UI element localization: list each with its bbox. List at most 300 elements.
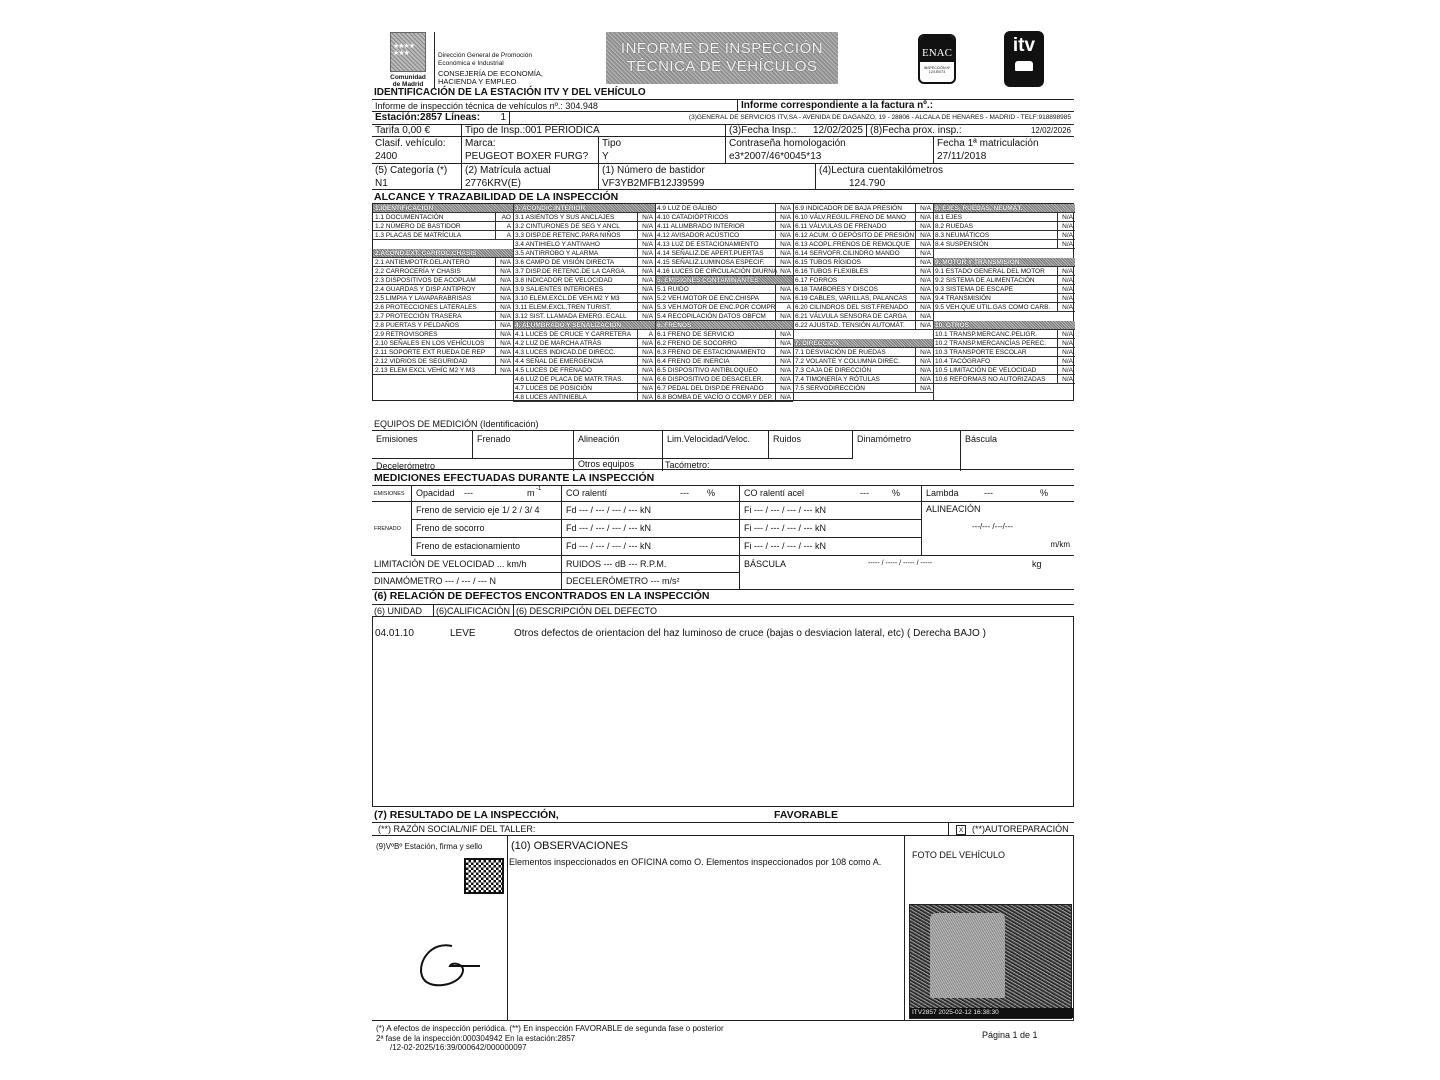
- scope-item-value: N/A: [920, 214, 931, 221]
- scope-item-label: 6.7 PEDAL DEL DISP.DE FRENADO: [657, 385, 764, 392]
- scope-item-value: N/A: [500, 313, 511, 320]
- scope-item: [373, 240, 513, 249]
- scope-item: [373, 339, 513, 348]
- scope-item: [513, 312, 655, 321]
- equip-otros: Otros equipos: [574, 458, 663, 471]
- scope-item-label: 7.3 CAJA DE DIRECCIÓN: [795, 367, 872, 374]
- scope-item: [655, 384, 793, 393]
- scope-value-divider: [775, 213, 776, 222]
- scope-item-value: N/A: [642, 367, 653, 374]
- scope-column-divider: [655, 204, 656, 400]
- scope-value-divider: [637, 258, 638, 267]
- clasif-cell: [372, 137, 462, 163]
- scope-item: [933, 231, 1075, 240]
- scope-item-label: 6.1 FRENO DE SERVICIO: [657, 331, 735, 338]
- scope-item-label: 4.14 SEÑALIZ.DE APERT.PUERTAS: [657, 250, 764, 257]
- scope-section-header: [933, 204, 1075, 213]
- scope-item-value: N/A: [780, 394, 791, 401]
- matricula-value: 2776KRV(E): [465, 178, 521, 189]
- scope-item-label: 6.12 ACUM. O DEPÓSITO DE PRESIÓN: [795, 232, 915, 239]
- scope-value-divider: [637, 348, 638, 357]
- scope-item: [793, 276, 933, 285]
- scope-item: [793, 384, 933, 393]
- scope-item-label: 4.12 AVISADOR ACÚSTICO: [657, 232, 740, 239]
- scope-item-value: N/A: [920, 367, 931, 374]
- scope-item-value: N/A: [780, 223, 791, 230]
- co-ralenti-acel-unit: %: [892, 488, 901, 498]
- scope-item-value: N/A: [500, 358, 511, 365]
- scope-item-value: N/A: [642, 214, 653, 221]
- equip-decelerometro: Decelerómetro: [372, 458, 574, 471]
- scope-item: [793, 294, 933, 303]
- enac-sub: INSPECCIÓN Nº 12/I-EI073: [923, 66, 951, 74]
- opacidad-unit: m: [527, 488, 535, 498]
- scope-item: [933, 303, 1075, 312]
- scope-item-value: N/A: [920, 376, 931, 383]
- scope-item-value: N/A: [920, 241, 931, 248]
- scope-item-label: 5.3 VEH.MOTOR DE ENC.POR COMPR: [657, 304, 776, 311]
- fecha-insp: 12/02/2025: [812, 125, 863, 136]
- footer-fase: 2ª fase de la inspección:000304942 En la estación:2857: [376, 1034, 576, 1043]
- scope-item: [793, 312, 933, 321]
- scope-item: [513, 258, 655, 267]
- bastidor-cell: [599, 164, 816, 189]
- scope-item: [933, 330, 1075, 339]
- scope-item-label: 6.20 CILINDROS DEL SIST.FRENADO: [795, 304, 909, 311]
- lambda-value: ---: [984, 488, 993, 498]
- defect-descripcion: Otros defectos de orientacion del haz luminoso de cruce (bajas o desviacion lateral, etc) ( Derecha BAJO ): [514, 628, 986, 639]
- scope-item-label: 6.4 FRENO DE INERCIA: [657, 358, 730, 365]
- scope-item-label: 2.13 ELEM EXCL VEHÍC M2 Y M3: [375, 367, 475, 374]
- scope-item-label: 4.9 LUZ DE GÁLIBO: [657, 205, 717, 212]
- defects-header: [372, 604, 1074, 616]
- scope-item-label: 6.18 TAMBORES Y DISCOS: [795, 286, 878, 293]
- tarifa: Tarifa 0,00 €: [372, 125, 462, 136]
- station-row: [372, 112, 1074, 125]
- enac-label: ENAC: [920, 36, 954, 62]
- scope-item-value: A: [506, 232, 511, 239]
- tarifa-row: [372, 125, 1074, 137]
- scope-item-label: 4.13 LUZ DE ESTACIONAMIENTO: [657, 241, 759, 248]
- scope-item: [655, 330, 793, 339]
- scope-item: [793, 258, 933, 267]
- scope-item: [373, 330, 513, 339]
- scope-item-label: 3.6 CAMPO DE VISIÓN DIRECTA: [515, 259, 615, 266]
- scope-item: [655, 312, 793, 321]
- scope-item-value: N/A: [920, 268, 931, 275]
- equipment-grid: [372, 430, 1074, 470]
- marca-cell: [462, 137, 599, 163]
- km-label: (4)Lectura cuentakilómetros: [819, 165, 943, 176]
- scope-value-divider: [637, 276, 638, 285]
- scope-item-label: 3.2 CINTURONES DE SEG Y ANCL: [515, 223, 620, 230]
- homolog-label: Contraseña homologación: [729, 138, 846, 149]
- bascula-cell: [740, 556, 1074, 573]
- scope-value-divider: [637, 249, 638, 258]
- scope-value-divider: [495, 339, 496, 348]
- bascula-label: BÁSCULA: [744, 559, 787, 569]
- scope-item-label: 5. EMISIONES CONTAMINANTES: [657, 277, 759, 284]
- scope-item-label: 4.8 LUCES ANTINIEBLA: [515, 394, 587, 401]
- scope-item: [513, 375, 655, 384]
- scope-item: [655, 249, 793, 258]
- scope-item: [793, 357, 933, 366]
- scope-item-label: 3.5 ANTIRROBO Y ALARMA: [515, 250, 599, 257]
- scope-item-label: 9.4 TRANSMISIÓN: [935, 295, 991, 302]
- scope-item-label: 6.14 SERVOFR.CILINDRO MANDO: [795, 250, 900, 257]
- km-cell: [816, 164, 1074, 189]
- scope-value-divider: [637, 357, 638, 366]
- co-ralenti-acel-cell: [740, 486, 922, 502]
- registration-row: [372, 164, 1074, 190]
- equipment-title: EQUIPOS DE MEDICIÓN (Identificación): [374, 419, 539, 429]
- scope-section-header: [655, 276, 793, 285]
- page-number: Página 1 de 1: [982, 1030, 1038, 1040]
- scope-item-value: N/A: [1062, 232, 1073, 239]
- scope-item: [655, 204, 793, 213]
- scope-item-value: N/A: [642, 394, 653, 401]
- scope-value-divider: [775, 249, 776, 258]
- agency-block: [438, 52, 543, 86]
- scope-item-value: N/A: [780, 250, 791, 257]
- scope-value-divider: [495, 357, 496, 366]
- scope-item-value: N/A: [780, 331, 791, 338]
- scope-item-value: N/A: [500, 286, 511, 293]
- scope-value-divider: [915, 231, 916, 240]
- scope-item-label: 4.10 CATADIÓPTRICOS: [657, 214, 729, 221]
- tipo-label: Tipo: [602, 138, 622, 149]
- scope-value-divider: [775, 375, 776, 384]
- autoreparacion-label: (**)AUTOREPARACIÓN: [972, 824, 1069, 834]
- scope-item-label: 4.7 LUCES DE POSICIÓN: [515, 385, 592, 392]
- bascula-unit: kg: [1032, 559, 1042, 569]
- scope-section-header: [373, 249, 513, 258]
- scope-item: [933, 294, 1075, 303]
- signature-icon: [412, 936, 492, 996]
- agency-line4: HACIENDA Y EMPLEO: [438, 77, 517, 86]
- scope-item-label: 3.1 ASIENTOS Y SUS ANCLAJES: [515, 214, 615, 221]
- emissions-row: [372, 486, 1074, 502]
- marca-label: Marca:: [465, 138, 496, 149]
- fecha-prox-label: (8)Fecha prox. insp.:: [870, 125, 962, 136]
- scope-value-divider: [637, 366, 638, 375]
- scope-item: [933, 375, 1075, 384]
- observaciones-text: Elementos inspeccionados en OFICINA como O. Elementos inspeccionados por 108 como A.: [509, 857, 882, 867]
- scope-value-divider: [1057, 330, 1058, 339]
- col-descripcion: (6) DESCRIPCIÓN DEL DEFECTO: [516, 606, 658, 616]
- title-line1: INFORME DE INSPECCIÓN: [620, 40, 824, 57]
- measure-bottom-line: [740, 589, 1074, 590]
- scope-item-label: 10.1 TRANSP.MERCANC.PELIGR.: [935, 331, 1037, 338]
- report-title: [606, 32, 838, 84]
- scope-item: [793, 213, 933, 222]
- categoria-label: (5) Categoría (*): [375, 165, 448, 176]
- defects-list: [372, 616, 1074, 807]
- scope-item-label: 6. FRENOS: [657, 322, 692, 329]
- scope-item-label: 6.5 DISPOSITIVO ANTIBLOQUEO: [657, 367, 758, 374]
- lambda-cell: [922, 486, 1074, 502]
- scope-value-divider: [637, 222, 638, 231]
- scope-item: [513, 366, 655, 375]
- scope-title: ALCANCE Y TRAZABILIDAD DE LA INSPECCIÓN: [374, 191, 619, 203]
- region-line2: de Madrid: [392, 81, 424, 88]
- scope-item: [933, 276, 1075, 285]
- scope-value-divider: [1057, 375, 1058, 384]
- scope-item: [373, 321, 513, 330]
- scope-item-value: A: [648, 331, 653, 338]
- scope-value-divider: [775, 348, 776, 357]
- vehicle-photo: [909, 904, 1072, 1019]
- scope-item: [793, 267, 933, 276]
- categoria-value: N1: [375, 178, 388, 189]
- report-number: Informe de inspección técnica de vehículos nº.: 304.948: [372, 100, 738, 111]
- scope-value-divider: [915, 213, 916, 222]
- fecha-matric-cell: [934, 137, 1074, 163]
- scope-item-label: 2.8 PUERTAS Y PELDAÑOS: [375, 322, 460, 329]
- fd-servicio: Fd --- / --- / --- / --- kN: [562, 502, 740, 520]
- scope-item-value: N/A: [500, 349, 511, 356]
- scope-item-label: 6.11 VÁLVULAS DE FRENADO: [795, 223, 887, 230]
- scope-item: [933, 267, 1075, 276]
- scope-item-label: 5.1 RUIDO: [657, 286, 689, 293]
- scope-item-value: A: [786, 304, 791, 311]
- scope-item-value: N/A: [500, 322, 511, 329]
- scope-item-label: 3.3 DISP.DE RETENC.PARA NIÑOS: [515, 232, 621, 239]
- scope-item-value: N/A: [642, 304, 653, 311]
- footer-note: (*) A efectos de inspección periódica. (**) En inspección FAVORABLE de segunda fase o posterior: [376, 1024, 724, 1033]
- scope-item: [373, 303, 513, 312]
- scope-value-divider: [915, 222, 916, 231]
- scope-item-label: 4.4 SEÑAL DE EMERGENCIA: [515, 358, 604, 365]
- scope-value-divider: [495, 294, 496, 303]
- scope-item-value: N/A: [1062, 358, 1073, 365]
- scope-item: [655, 375, 793, 384]
- autoreparacion-checkbox[interactable]: X: [956, 825, 966, 835]
- scope-value-divider: [915, 204, 916, 213]
- scope-value-divider: [495, 321, 496, 330]
- scope-value-divider: [637, 240, 638, 249]
- station-label: Estación:2857 Líneas:: [375, 112, 481, 123]
- scope-column-divider: [793, 204, 794, 400]
- matricula-cell: [462, 164, 599, 189]
- scope-item-label: 4.11 ALUMBRADO INTERIOR: [657, 223, 745, 230]
- scope-item-label: 10.4 TACÓGRAFO: [935, 358, 991, 365]
- scope-value-divider: [637, 213, 638, 222]
- scope-item-value: N/A: [920, 205, 931, 212]
- scope-item-value: N/A: [642, 241, 653, 248]
- scope-item-label: 6.3 FRENO DE ESTACIONAMIENTO: [657, 349, 766, 356]
- scope-value-divider: [637, 393, 638, 402]
- opacidad-value: ---: [464, 488, 473, 498]
- scope-value-divider: [775, 294, 776, 303]
- observaciones-label: (10) OBSERVACIONES: [511, 840, 628, 852]
- scope-item-label: 6.10 VÁLV.REGUL.FRENO DE MANO: [795, 214, 906, 221]
- fd-socorro: Fd --- / --- / --- / --- kN: [562, 520, 740, 538]
- opacidad-label: Opacidad: [416, 488, 455, 498]
- scope-item-label: 9.2 SISTEMA DE ALIMENTACIÓN: [935, 277, 1035, 284]
- scope-value-divider: [495, 303, 496, 312]
- qr-code: [464, 858, 504, 894]
- scope-item: [513, 240, 655, 249]
- scope-value-divider: [637, 294, 638, 303]
- equip-alineacion: Alineación: [574, 431, 663, 458]
- scope-item-value: N/A: [780, 214, 791, 221]
- equip-bascula: Báscula: [965, 434, 998, 444]
- scope-value-divider: [775, 303, 776, 312]
- scope-value-divider: [915, 375, 916, 384]
- scope-item-label: 6.22 AJUSTAD. TENSIÓN AUTOMÁT.: [795, 322, 905, 329]
- scope-item: [373, 366, 513, 375]
- invoice-label: Informe correspondiente a la factura nº.:: [741, 100, 934, 111]
- scope-item-label: 4.16 LUCES DE CIRCULACIÓN DIURNA: [657, 268, 778, 275]
- scope-item-value: N/A: [920, 322, 931, 329]
- scope-item-value: N/A: [920, 385, 931, 392]
- scope-item-value: N/A: [1062, 277, 1073, 284]
- equip-ruidos: Ruidos: [769, 431, 853, 458]
- scope-item-value: N/A: [780, 340, 791, 347]
- col-calificacion: (6)CALIFICACIÓN: [434, 605, 514, 617]
- scope-item-value: N/A: [500, 340, 511, 347]
- scope-item-value: N/A: [780, 376, 791, 383]
- scope-item-value: N/A: [780, 367, 791, 374]
- scope-item-value: N/A: [920, 250, 931, 257]
- scope-item-value: N/A: [780, 358, 791, 365]
- scope-item: [513, 393, 655, 402]
- scope-item-value: N/A: [780, 313, 791, 320]
- scope-value-divider: [637, 339, 638, 348]
- scope-value-divider: [495, 330, 496, 339]
- report-number-row: [372, 99, 1074, 112]
- scope-item: [373, 276, 513, 285]
- scope-item-value: N/A: [642, 349, 653, 356]
- scope-item-label: 2.12 VIDRIOS DE SEGURIDAD: [375, 358, 468, 365]
- categoria-cell: [372, 164, 462, 189]
- scope-section-header: [373, 204, 513, 213]
- scope-item-value: N/A: [780, 349, 791, 356]
- scope-item-value: A: [506, 223, 511, 230]
- bascula-value: ----- / ----- / ----- / -----: [868, 560, 933, 567]
- scope-item-label: 3.4 ANTIHIELO Y ANTIVAHO: [515, 241, 600, 248]
- scope-column-divider: [513, 204, 514, 400]
- homolog-cell: [726, 137, 934, 163]
- scope-item-value: N/A: [642, 340, 653, 347]
- scope-item-label: 7.4 TIMONERÍA Y RÓTULAS: [795, 376, 880, 383]
- tipo-cell: [599, 137, 726, 163]
- scope-item-label: 3.8 INDICADOR DE VELOCIDAD: [515, 277, 613, 284]
- scope-item-label: 2.6 PROTECCIONES LATERALES: [375, 304, 477, 311]
- scope-item-label: 8.1 EJES: [935, 214, 963, 221]
- measurements-title: MEDICIONES EFECTUADAS DURANTE LA INSPECCIÓN: [374, 472, 655, 484]
- scope-item-value: N/A: [1062, 223, 1073, 230]
- scope-item: [373, 294, 513, 303]
- scope-item: [655, 393, 793, 402]
- scope-item-value: N/A: [780, 268, 791, 275]
- scope-item-label: 3.9 SALIENTES INTERIORES: [515, 286, 604, 293]
- scope-item-label: 3.12 SIST. LLAMADA EMERG. ECALL: [515, 313, 627, 320]
- firma-label: (9)VºBº Estación, firma y sello: [376, 842, 483, 851]
- scope-value-divider: [915, 258, 916, 267]
- scope-item: [655, 303, 793, 312]
- scope-item: [655, 357, 793, 366]
- scope-value-divider: [775, 267, 776, 276]
- measurements-grid: [372, 485, 1074, 589]
- scope-item: [793, 303, 933, 312]
- scope-value-divider: [775, 240, 776, 249]
- scope-item-label: 4. ALUMBRADO Y SEÑALIZACIÓN: [515, 322, 622, 329]
- equip-tacometro: Tacómetro:: [663, 458, 853, 471]
- photo-caption: ITV2857 2025-02-12 16:38:30: [910, 1008, 1073, 1018]
- scope-item-value: N/A: [1062, 214, 1073, 221]
- scope-item-label: 5.2 VEH.MOTOR DE ENC.CHISPA: [657, 295, 759, 302]
- agency-line3: CONSEJERÍA DE ECONOMÍA,: [438, 69, 544, 78]
- scope-item: [513, 285, 655, 294]
- fecha-prox-cell: [867, 125, 1074, 136]
- scope-item-label: 9.5 VEH.QUE UTIL.GAS COMO CARB.: [935, 304, 1051, 311]
- vehicle-row: [372, 137, 1074, 164]
- scope-item-value: N/A: [500, 277, 511, 284]
- marca-value: PEUGEOT BOXER FURG?: [465, 151, 589, 162]
- scope-item-label: 2.ACOND.EXT, CARROC,CHASIS: [375, 250, 477, 257]
- scope-item: [373, 213, 513, 222]
- scope-item-label: 6.6 DISPOSITIVO DE DESACELER.: [657, 376, 764, 383]
- scope-item: [513, 231, 655, 240]
- region-name: [386, 74, 430, 88]
- scope-item-value: N/A: [780, 232, 791, 239]
- scope-item: [933, 357, 1075, 366]
- scope-section-header: [655, 321, 793, 330]
- scope-value-divider: [775, 285, 776, 294]
- scope-item: [513, 213, 655, 222]
- result-value: FAVORABLE: [774, 809, 838, 821]
- scope-item: [793, 204, 933, 213]
- scope-item-value: N/A: [642, 358, 653, 365]
- scope-item: [933, 339, 1075, 348]
- co-ralenti-acel-value: ---: [860, 488, 869, 498]
- scope-item-label: 5.4 RECOPILACIÓN DATOS OBFCM: [657, 313, 766, 320]
- itv-logo: [1004, 31, 1044, 87]
- scope-item-label: 6.15 TUBOS RÍGIDOS: [795, 259, 861, 266]
- clasif-value: 2400: [375, 151, 398, 162]
- scope-item-label: 10.2 TRANSP.MERCANCÍAS PEREC.: [935, 340, 1047, 347]
- lambda-unit: %: [1040, 488, 1049, 498]
- header-divider: [434, 32, 435, 88]
- scope-value-divider: [915, 294, 916, 303]
- scope-item-value: N/A: [642, 313, 653, 320]
- scope-item-value: N/A: [920, 259, 931, 266]
- scope-item-label: 2.1 ANTIEMPOTR.DELANTERO: [375, 259, 470, 266]
- scope-item-value: N/A: [1062, 286, 1073, 293]
- scope-value-divider: [637, 375, 638, 384]
- co-ralenti-unit: %: [707, 488, 716, 498]
- equip-lim-velocidad: Lim.Velocidad/Veloc.: [663, 431, 769, 458]
- scope-value-divider: [637, 330, 638, 339]
- scope-value-divider: [775, 258, 776, 267]
- taller-label: (**) RAZÓN SOCIAL/NIF DEL TALLER:: [378, 824, 536, 834]
- scope-item-value: N/A: [1062, 304, 1073, 311]
- scope-value-divider: [1057, 231, 1058, 240]
- van-shape: [930, 913, 1005, 998]
- scope-item-value: N/A: [920, 232, 931, 239]
- scope-item-value: AO: [501, 214, 511, 221]
- scope-item-label: 3. ACONDIC.INTERIOR: [515, 205, 586, 212]
- scope-item-value: N/A: [500, 259, 511, 266]
- col-unidad: (6) UNIDAD: [374, 605, 434, 617]
- scope-item-label: 6.2 FRENO DE SOCORRO: [657, 340, 737, 347]
- defect-calificacion: LEVE: [450, 628, 476, 639]
- scope-value-divider: [915, 357, 916, 366]
- signature-area: [372, 836, 1074, 1021]
- alineacion-cell: [922, 502, 1074, 556]
